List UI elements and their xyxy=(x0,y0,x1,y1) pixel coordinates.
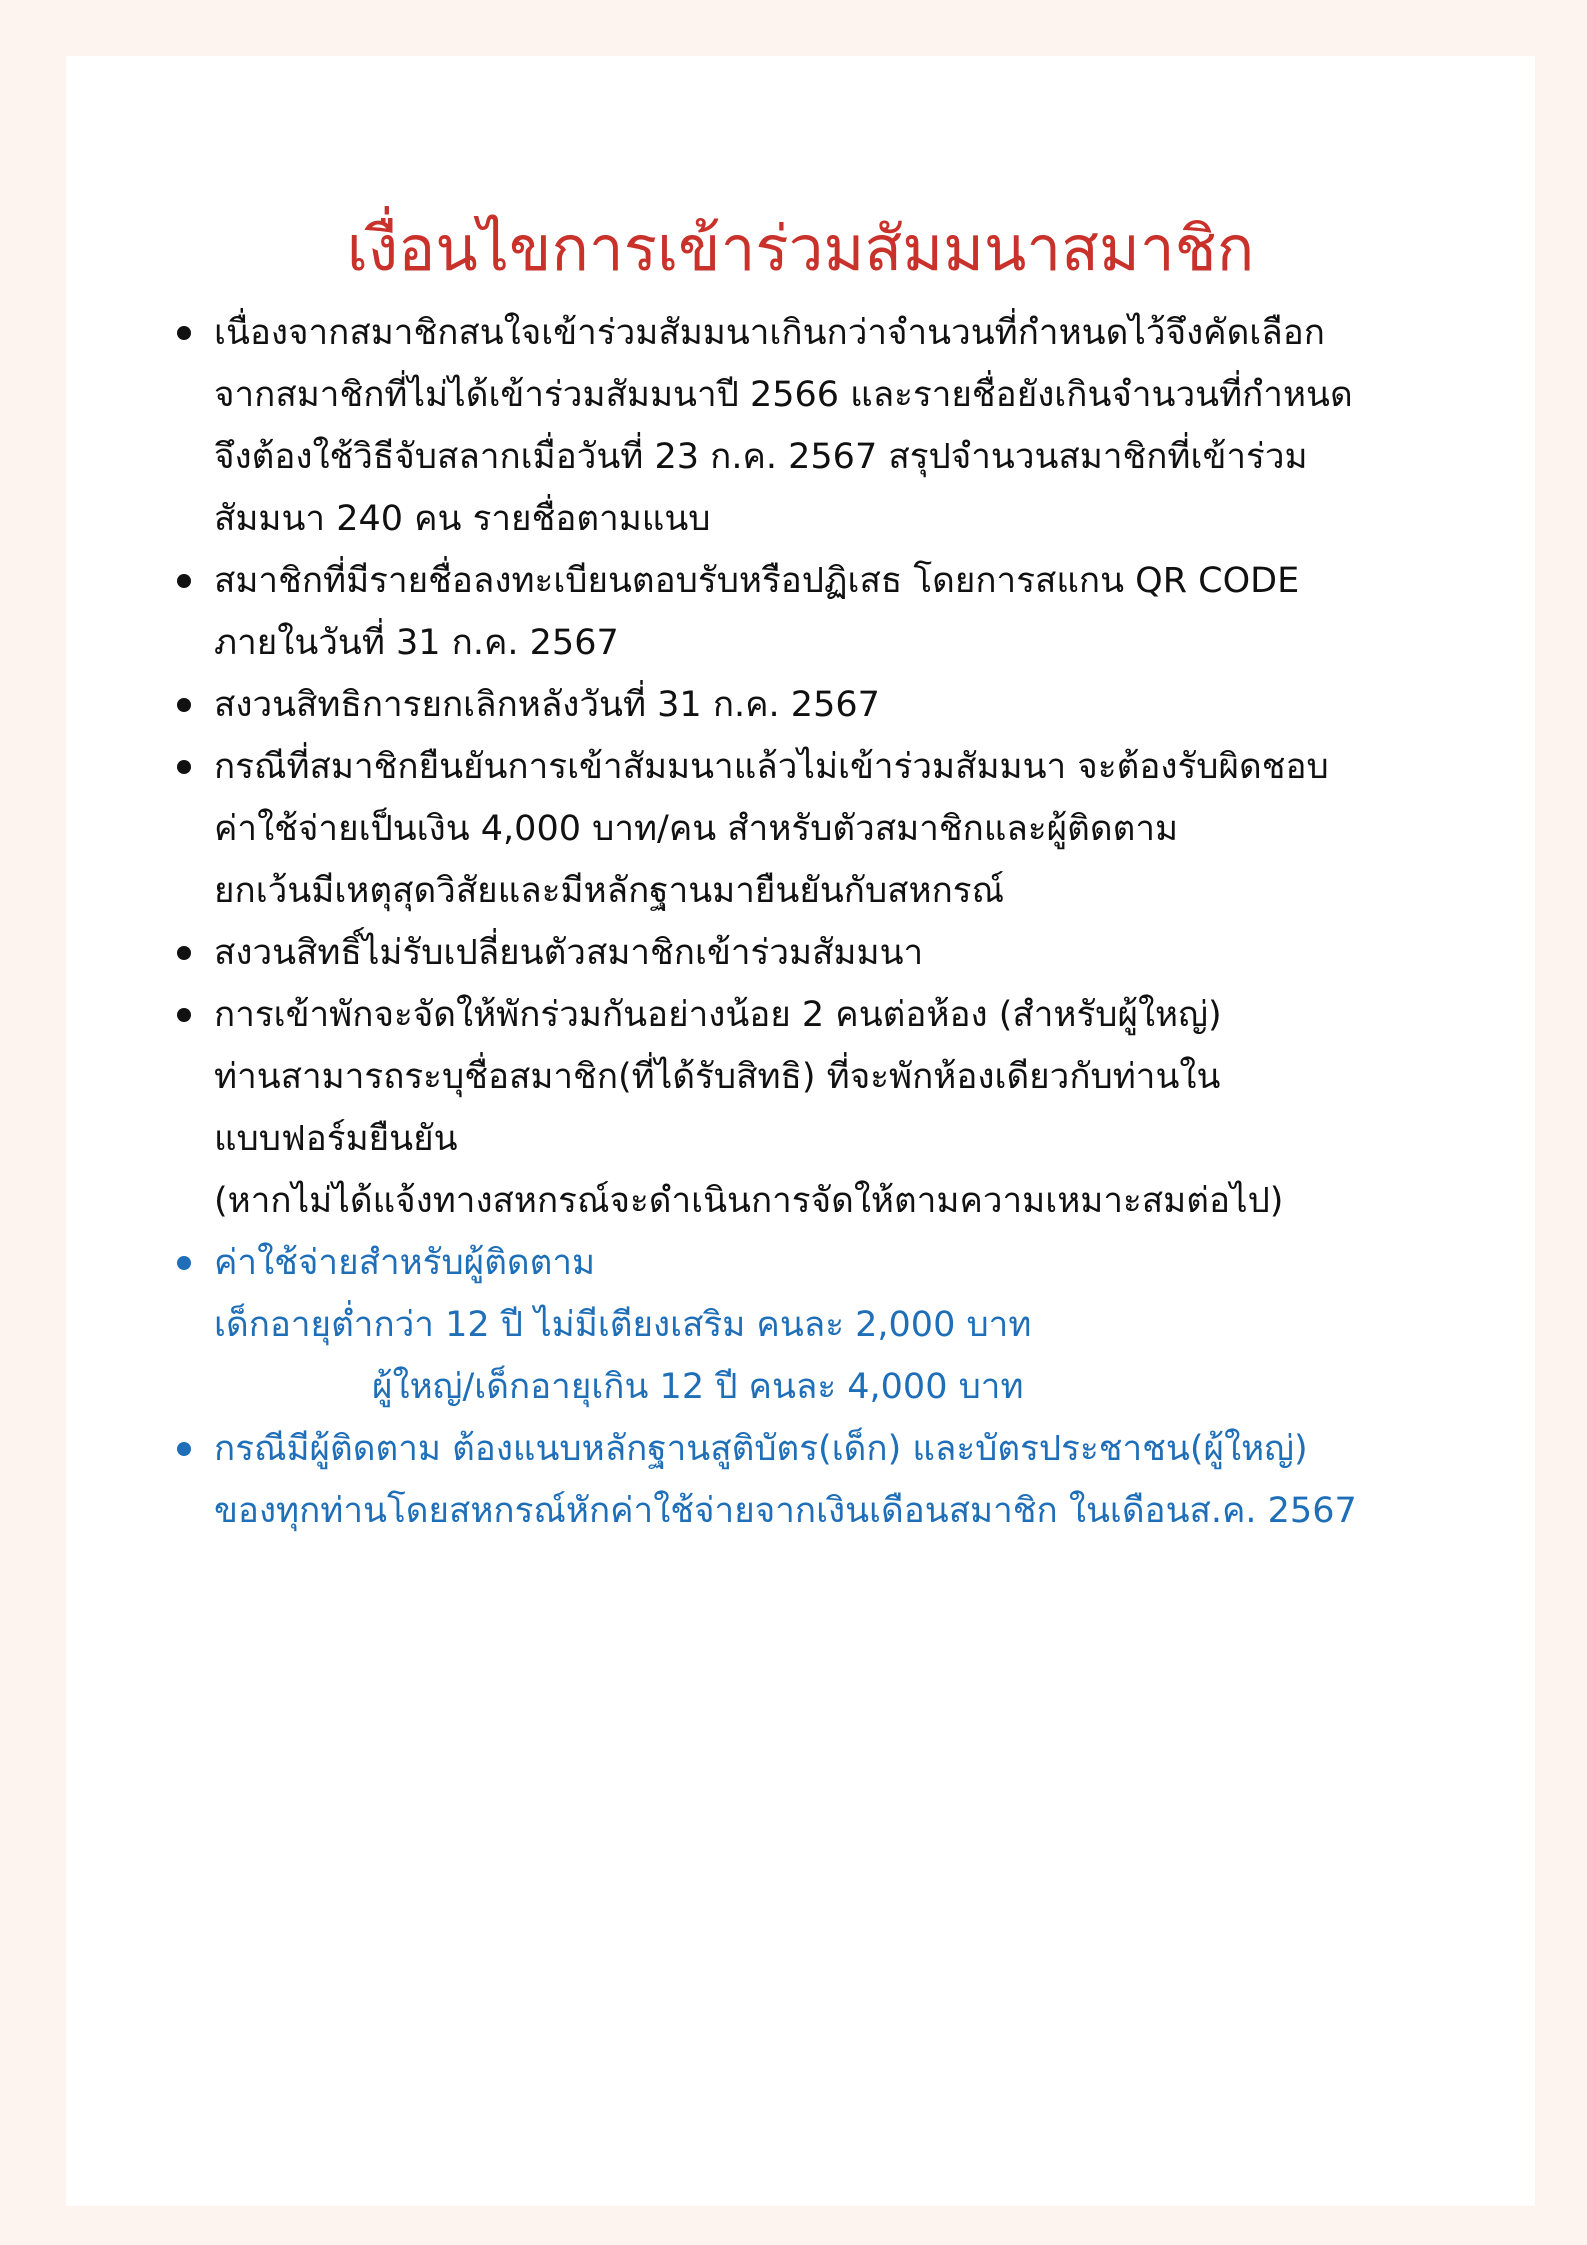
list-item-line: ค่าใช้จ่ายเป็นเงิน 4,000 บาท/คน สำหรับตัวสมาชิกและผู้ติดตาม xyxy=(214,809,1179,849)
list-item-5 xyxy=(174,922,1504,984)
bullet-icon xyxy=(177,698,191,712)
list-item-line: สัมมนา 240 คน รายชื่อตามแนบ xyxy=(214,499,711,539)
bullet-icon xyxy=(177,760,191,774)
list-item-line: สงวนสิทธิ์ไม่รับเปลี่ยนตัวสมาชิกเข้าร่วมสัมมนา xyxy=(214,933,924,973)
bullet-icon xyxy=(177,326,191,340)
list-item-line: ภายในวันที่ 31 ก.ค. 2567 xyxy=(214,623,619,663)
bullet-icon xyxy=(177,946,191,960)
list-item-line: ของทุกท่านโดยสหกรณ์หักค่าใช้จ่ายจากเงินเดือนสมาชิก ในเดือนส.ค. 2567 xyxy=(214,1491,1357,1531)
list-item-4 xyxy=(174,736,1504,922)
list-item-line: ค่าใช้จ่ายสำหรับผู้ติดตาม xyxy=(214,1243,596,1283)
bullet-icon xyxy=(177,1442,191,1456)
conditions-list xyxy=(174,302,1504,1542)
list-item-3 xyxy=(174,674,1504,736)
page-title: เงื่อนไขการเข้าร่วมสัมมนาสมาชิก xyxy=(346,212,1255,285)
list-item-6 xyxy=(174,984,1504,1232)
list-item-line: จากสมาชิกที่ไม่ได้เข้าร่วมสัมมนาปี 2566 และรายชื่อยังเกินจำนวนที่กำหนด xyxy=(214,375,1353,415)
list-item-line: ยกเว้นมีเหตุสุดวิสัยและมีหลักฐานมายืนยันกับสหกรณ์ xyxy=(214,871,1005,911)
list-item-line: จึงต้องใช้วิธีจับสลากเมื่อวันที่ 23 ก.ค. 2567 สรุปจำนวนสมาชิกที่เข้าร่วม xyxy=(214,437,1308,477)
list-item-line: สงวนสิทธิการยกเลิกหลังวันที่ 31 ก.ค. 2567 xyxy=(214,685,880,725)
list-item-line: แบบฟอร์มยืนยัน xyxy=(214,1119,458,1159)
list-item-1 xyxy=(174,302,1504,550)
bullet-icon xyxy=(177,1008,191,1022)
list-item-line: กรณีมีผู้ติดตาม ต้องแนบหลักฐานสูติบัตร(เด็ก) และบัตรประชาชน(ผู้ใหญ่) xyxy=(214,1429,1308,1469)
list-item-line: ผู้ใหญ่/เด็กอายุเกิน 12 ปี คนละ 4,000 บาท xyxy=(372,1367,1024,1407)
bullet-icon xyxy=(177,1256,191,1270)
list-item-line: ท่านสามารถระบุชื่อสมาชิก(ที่ได้รับสิทธิ) ที่จะพักห้องเดียวกับท่านใน xyxy=(214,1057,1221,1097)
list-item-line: เนื่องจากสมาชิกสนใจเข้าร่วมสัมมนาเกินกว่าจำนวนที่กำหนดไว้จึงคัดเลือก xyxy=(214,313,1325,353)
list-item-2 xyxy=(174,550,1504,674)
list-item-line: (หากไม่ได้แจ้งทางสหกรณ์จะดำเนินการจัดให้ตามความเหมาะสมต่อไป) xyxy=(214,1181,1284,1221)
list-item-line: สมาชิกที่มีรายชื่อลงทะเบียนตอบรับหรือปฏิเสธ โดยการสแกน QR CODE xyxy=(214,561,1300,601)
list-item-7 xyxy=(174,1232,1504,1418)
list-item-line: การเข้าพักจะจัดให้พักร่วมกันอย่างน้อย 2 คนต่อห้อง (สำหรับผู้ใหญ่) xyxy=(214,995,1222,1035)
list-item-line: เด็กอายุต่ำกว่า 12 ปี ไม่มีเตียงเสริม คนละ 2,000 บาท xyxy=(214,1305,1032,1345)
document-page xyxy=(66,56,1535,2206)
bullet-icon xyxy=(177,574,191,588)
list-item-line: กรณีที่สมาชิกยืนยันการเข้าสัมมนาแล้วไม่เข้าร่วมสัมมนา จะต้องรับผิดชอบ xyxy=(214,747,1329,787)
list-item-8 xyxy=(174,1418,1504,1542)
